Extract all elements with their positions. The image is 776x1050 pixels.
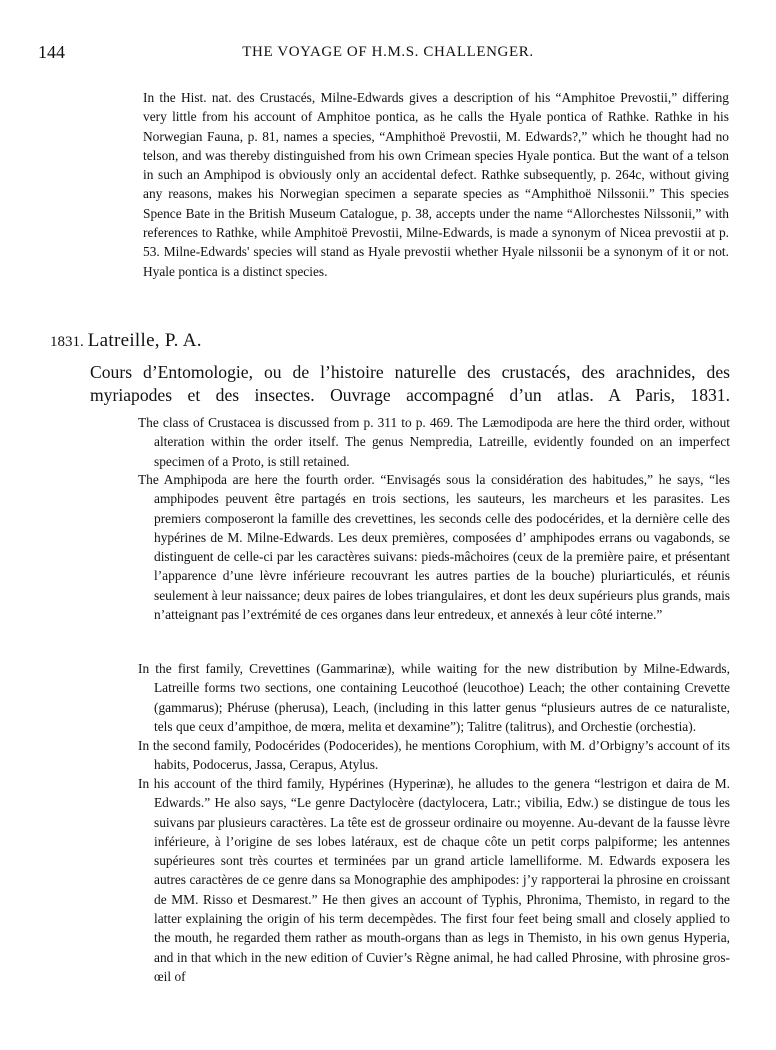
running-title: THE VOYAGE OF H.M.S. CHALLENGER. (242, 44, 534, 60)
body-paragraph: The Amphipoda are here the fourth order. “Envisagés sous la considération des habitudes,” he says, “les amphipodes peuvent être partagés en trois sections, les sauteurs, les marcheurs et les parasites. Les premiers composeront la famille des crevettines, les seconds celle des podocérides, et la dernière celle des hypérines de M. Milne-Edwards. Les deux premières, composées d’ amphipodes errans ou vagabonds, se distinguent de celle-ci par les caractères suivans: pieds-mâchoires (ceux de la première paire, et présentant l’apparence d’une lèvre inférieure recouvrant les autres parties de la bouche) pluriarticulés, et réunis seulement à leur naissance; deux paires de lobes triangulaires, et dont les deux supérieurs plus grands, mais n’atteignant pas l’extrémité de ces organes dans leur entredeux, et annexés à leur côté interne.” (138, 472, 730, 623)
body-paragraph: In the second family, Podocérides (Podocerides), he mentions Corophium, with M. d’Orbigny’s account of its habits, Podocerus, Jassa, Cerapus, Atylus. (138, 738, 730, 773)
body-paragraph: The class of Crustacea is discussed from p. 311 to p. 469. The Læmodipoda are here the third order, without alteration within the order itself. The genus Nempredia, Latreille, evidently founded on an imperfect specimen of a Proto, is still retained. (138, 415, 730, 469)
intro-paragraph: In the Hist. nat. des Crustacés, Milne-Edwards gives a description of his “Amphitoe Prevostii,” differing very little from his account of Amphitoe pontica, as he calls the Hyale pontica of Rathke. Rathke in his Norwegian Fauna, p. 81, names a species, “Amphithoë Prevostii, M. Edwards?,” which he thought had no telson, and was thereby distinguished from his own Crimean species Hyale pontica. But the want of a telson in such an Amphipod is obviously only an accidental defect. Rathke subsequently, p. 264c, without giving any reasons, makes his Norwegian specimen a separate species as “Amphithoë Nilssonii.” This species Spence Bate in the British Museum Catalogue, p. 38, accepts under the name “Allorchestes Nilssonii,” with references to Rathke, while Amphitoë Prevostii, Milne-Edwards, is made a synonym of Nicea prevostii at p. 53. Milne-Edwards' species will stand as Hyale prevostii whether Hyale nilssonii be a synonym of it or not. Hyale pontica is a distinct species. (143, 90, 729, 279)
page-header (38, 42, 738, 64)
entry-heading (50, 330, 202, 352)
body-paragraph: In the first family, Crevettines (Gammarinæ), while waiting for the new distribution by Milne-Edwards, Latreille forms two sections, one containing Leucothoé (leucothoe) Leach; the other containing Crevette (gammarus); Phéruse (pherusa), Leach, (including in this latter genus “plusieurs autres de ce naturaliste, tels que ceux d’ampithoe, de mœra, melita et dexamine”); Talitre (talitrus), and Orchestie (orchestia). (138, 661, 730, 734)
entry-year: 1831. (50, 334, 84, 350)
body-paragraph: In his account of the third family, Hypérines (Hyperinæ), he alludes to the genera “lestrigon et daira de M. Edwards.” He also says, “Le genre Dactylocère (dactylocera, Latr.; vibilia, Edw.) se distingue de tous les suivans par plusieurs caractères. La tête est de grosseur ordinaire ou moyenne. Au-devant de la fausse lèvre inférieure, à l’origine de ses lobes latéraux, est de chaque côte un petit corps palpiforme; les antennes supérieures sont très courtes et terminées par un grand article lamelliforme. M. Edwards exposera les autres caractères de ce genre dans sa Monographie des amphipodes: j’y rapporterai la phrosine en croissant de MM. Risso et Desmarest.” He then gives an account of Typhis, Phronima, Themisto, in regard to the latter explaining the origin of his term decempèdes. The first four feet being small and closely applied to the mouth, he regarded them rather as mouth-organs than as legs in Themisto, in his own genus Hyperia, and in that which in the new edition of Cuvier’s Règne animal, he had called Phrosine, with phrosine gros-œil of (138, 776, 730, 984)
book-title: Cours d’Entomologie, ou de l’histoire naturelle des crustacés, des arachnides, des myriapodes et des insectes. Ouvrage accompagné d’un atlas. A Paris, 1831. (90, 362, 730, 405)
page-number: 144 (38, 42, 65, 62)
entry-author: Latreille, P. A. (87, 330, 202, 351)
